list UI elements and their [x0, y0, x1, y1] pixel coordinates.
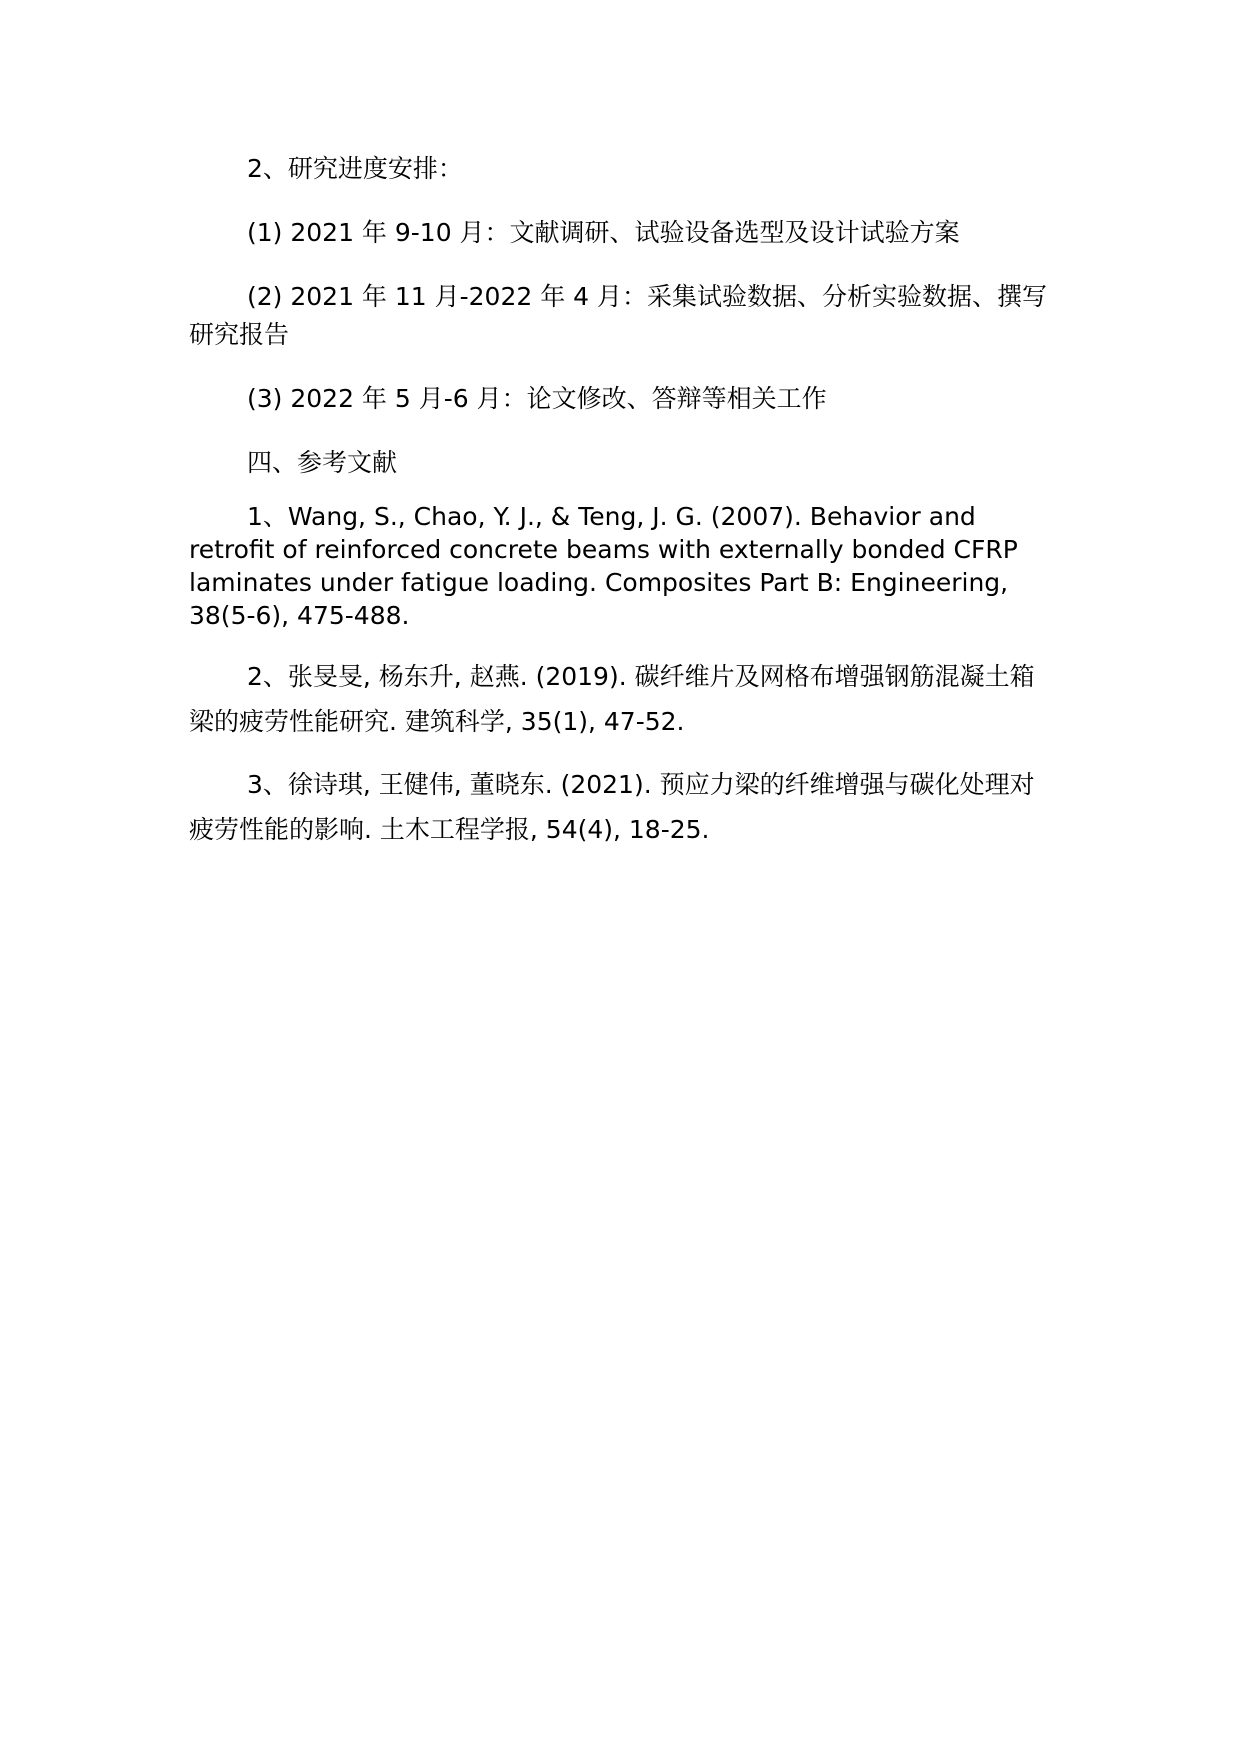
references-heading: 四、参考文献: [247, 448, 398, 477]
schedule-item-3: (3) 2022 年 5 月-6 月：论文修改、答辩等相关工作: [247, 384, 827, 413]
schedule-item-1: (1) 2021 年 9-10 月：文献调研、试验设备选型及设计试验方案: [247, 218, 960, 247]
reference-item-2: 2、张旻旻, 杨东升, 赵燕. (2019). 碳纤维片及网格布增强钢筋混凝土箱梁的疲劳性能研究. 建筑科学, 35(1), 47-52.: [189, 662, 1035, 736]
reference-item-3: 3、徐诗琪, 王健伟, 董晓东. (2021). 预应力梁的纤维增强与碳化处理对疲劳性能的影响. 土木工程学报, 54(4), 18-25.: [189, 770, 1035, 844]
schedule-heading: 2、研究进度安排：: [247, 154, 463, 183]
schedule-item-2: (2) 2021 年 11 月-2022 年 4 月：采集试验数据、分析实验数据、撰写研究报告: [189, 282, 1048, 349]
reference-item-1: 1、Wang, S., Chao, Y. J., & Teng, J. G. (2007). Behavior and retrofit of reinforced concrete beams with externally bonded CFRP laminates under fatigue loading. Composites Part B: Engineering, 38(5-6), 475-488.: [189, 502, 1018, 630]
document-page: [189, 150, 1049, 870]
